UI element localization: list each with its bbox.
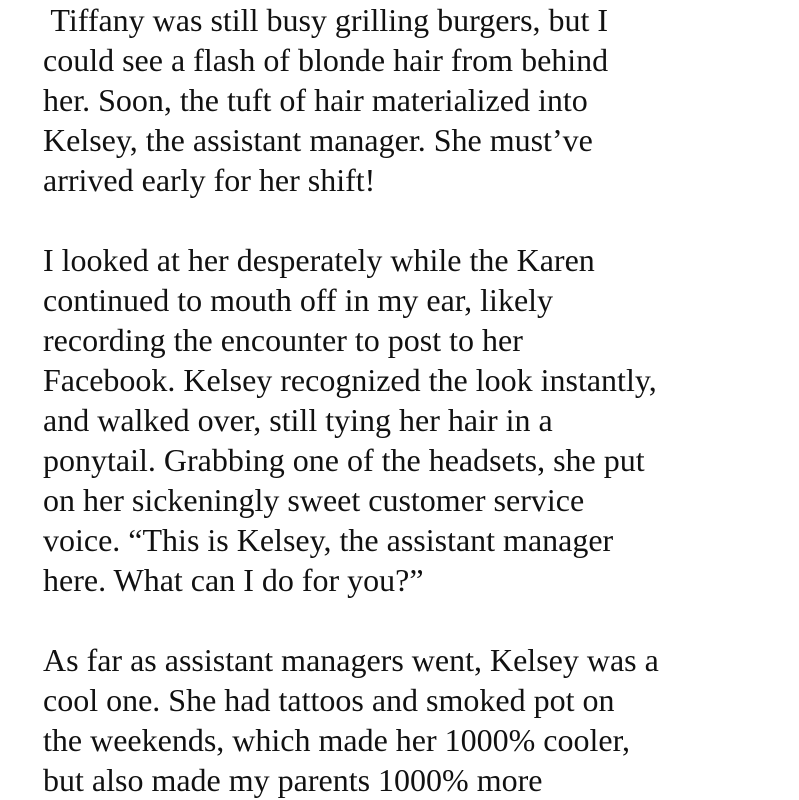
text-line: here. What can I do for you?” xyxy=(43,562,424,598)
text-line: could see a flash of blonde hair from behind xyxy=(43,42,609,78)
text-line: Kelsey, the assistant manager. She must’ve xyxy=(43,122,593,158)
text-line: Facebook. Kelsey recognized the look instantly, xyxy=(43,362,657,398)
text-line: voice. “This is Kelsey, the assistant manager xyxy=(43,522,614,558)
text-line: but also made my parents 1000% more xyxy=(43,762,543,798)
text-line: cool one. She had tattoos and smoked pot on xyxy=(43,682,615,718)
text-line: continued to mouth off in my ear, likely xyxy=(43,282,554,318)
paragraph-2 xyxy=(43,240,783,600)
text-line: ponytail. Grabbing one of the headsets, she put xyxy=(43,442,645,478)
paragraph-gap xyxy=(43,600,783,640)
document-page xyxy=(43,0,783,800)
text-line: her. Soon, the tuft of hair materialized into xyxy=(43,82,588,118)
text-line: As far as assistant managers went, Kelsey was a xyxy=(43,642,659,678)
text-line: and walked over, still tying her hair in a xyxy=(43,402,553,438)
paragraph-3 xyxy=(43,640,783,800)
text-line: Tiffany was still busy grilling burgers, but I xyxy=(43,2,609,38)
text-line: I looked at her desperately while the Karen xyxy=(43,242,595,278)
text-line: recording the encounter to post to her xyxy=(43,322,523,358)
paragraph-1 xyxy=(43,0,783,200)
paragraph-gap xyxy=(43,200,783,240)
text-line: the weekends, which made her 1000% cooler, xyxy=(43,722,630,758)
text-line: on her sickeningly sweet customer service xyxy=(43,482,585,518)
text-line: arrived early for her shift! xyxy=(43,162,376,198)
